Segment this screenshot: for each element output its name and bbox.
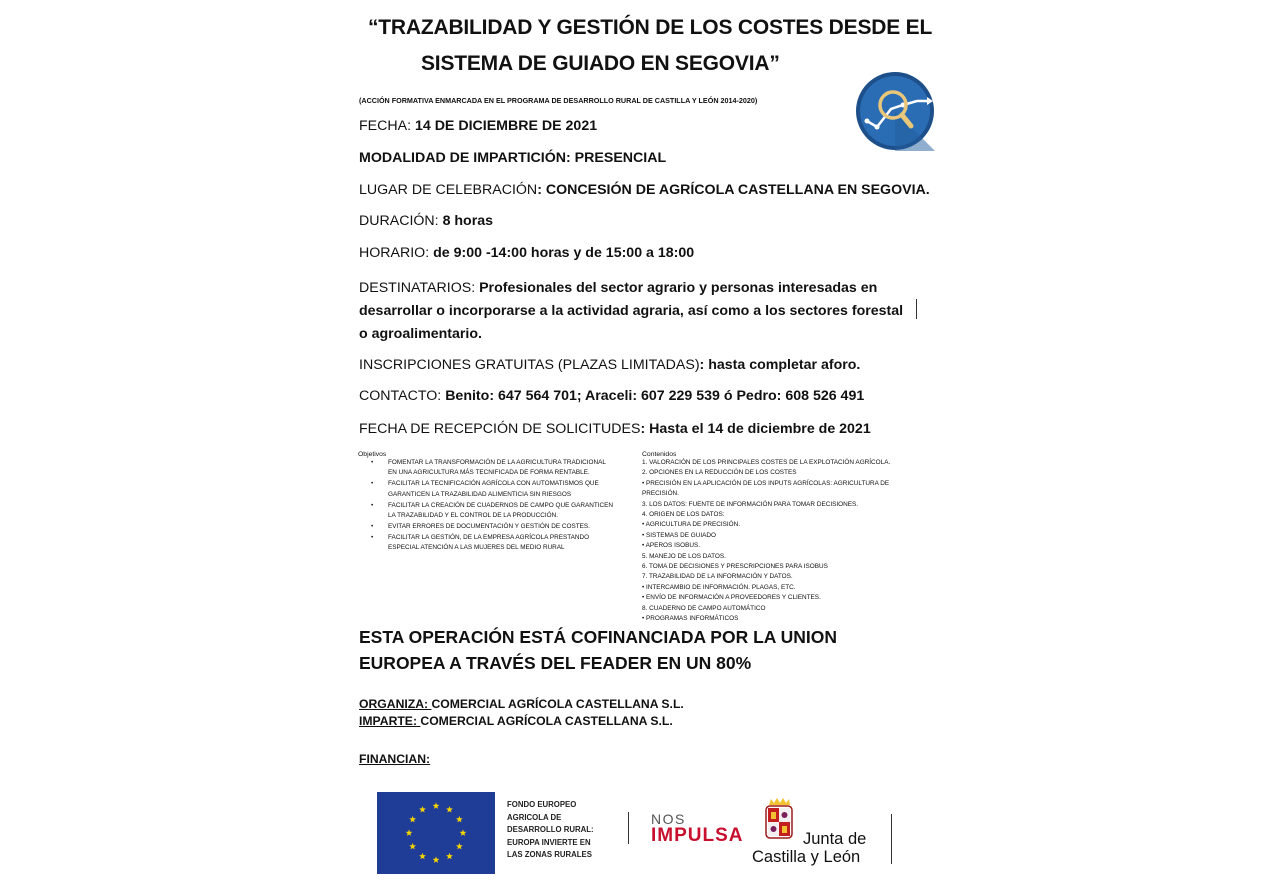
logo-divider-right [891,814,892,864]
bullet-icon: • [371,480,374,488]
organiza-value: COMERCIAL AGRÍCOLA CASTELLANA S.L. [431,697,684,711]
lugar-value: : CONCESIÓN DE AGRÍCOLA CASTELLANA EN SEGOVIA. [537,182,930,198]
financian-heading [359,751,430,768]
duracion-label: DURACIÓN: [359,213,443,229]
contenidos-section [642,451,922,625]
contenido-item: 4. ORIGEN DE LOS DATOS: [642,511,725,519]
recepcion-label: FECHA DE RECEPCIÓN DE SOLICITUDES [359,421,641,437]
cofinanciacion-notice [359,624,837,676]
objetivo-item [358,458,638,479]
fecha-label: FECHA: [359,118,415,134]
destinatarios-line-1: Profesionales del sector agrario y personas interesadas en [479,280,878,296]
modalidad-row [359,150,666,166]
destinatarios-label: DESTINATARIOS: [359,280,480,296]
contenido-item: PRECISIÓN. [642,490,679,498]
feader-line: LAS ZONAS RURALES [507,850,592,859]
contenido-item: • INTERCAMBIO DE INFORMACIÓN. PLAGAS, ETC. [642,583,796,591]
contenido-item: 7. TRAZABILIDAD DE LA INFORMACIÓN Y DATOS. [642,573,793,581]
text-cursor-bar [916,299,917,319]
junta-line-2: Castilla y León [752,848,861,866]
financian-label: FINANCIAN: [359,752,431,766]
objetivo-line: FACILITAR LA CREACIÓN DE CUADERNOS DE CAMPO QUE GARANTICEN [388,501,614,509]
duracion-value: 8 horas [442,213,494,229]
inscripciones-value: : hasta completar aforo. [699,357,861,373]
horario-row [359,245,694,261]
objetivo-line: LA TRAZABILIDAD Y EL CONTROL DE LA PRODUCCIÓN. [388,512,558,520]
contacto-row [359,388,864,404]
feader-line: FONDO EUROPEO [507,800,577,809]
castilla-leon-shield-icon [762,797,796,841]
contenido-item: • SISTEMAS DE GUIADO [642,531,716,539]
contacto-label: CONTACTO: [359,388,446,404]
contenido-item: • PROGRAMAS INFORMÁTICOS [642,615,739,623]
nos-text: NOS [651,811,686,827]
contenido-item: • AGRICULTURA DE PRECISIÓN. [642,521,740,529]
fecha-row [359,118,597,134]
contenido-item: • ENVÍO DE INFORMACIÓN A PROVEEDORES Y CLIENTES. [642,594,821,602]
inscripciones-label: INSCRIPCIONES GRATUITAS (PLAZAS LIMITADAS) [359,357,700,373]
contenido-item: 2. OPCIONES EN LA REDUCCIÓN DE LOS COSTES [642,469,797,477]
lugar-row [359,182,930,198]
contenidos-list [642,458,922,625]
feader-line: AGRICOLA DE [507,812,562,822]
inscripciones-row [359,357,860,373]
contenido-item: • APEROS ISOBUS. [642,542,700,550]
objetivo-line: FACILITAR LA GESTIÓN, DE LA EMPRESA AGRÍCOLA PRESTANDO [388,533,590,541]
imparte-value: COMERCIAL AGRÍCOLA CASTELLANA S.L. [420,714,673,728]
organiza-label: ORGANIZA: [359,697,432,711]
title-line-1: “TRAZABILIDAD Y GESTIÓN DE LOS COSTES DESDE EL [368,16,933,39]
contacto-value: Benito: 647 564 701; Araceli: 607 229 539 ó Pedro: 608 526 491 [445,388,865,404]
objetivos-list [358,458,638,554]
impulsa-logo-text: IMPULSA [651,825,744,846]
contenidos-heading: Contenidos [642,451,677,458]
contenido-item: 6. TOMA DE DECISIONES Y PRESCRIPCIONES PARA ISOBUS [642,563,828,571]
feader-text [507,799,594,862]
logo-divider [628,812,629,844]
fecha-value: 14 DE DICIEMBRE DE 2021 [414,118,598,134]
horario-value: de 9:00 -14:00 horas y de 15:00 a 18:00 [433,245,695,261]
contenido-item: • PRECISIÓN EN LA APLICACIÓN DE LOS INPUTS AGRÍCOLAS: AGRICULTURA DE [642,479,890,487]
bullet-icon: • [371,522,374,530]
destinatarios-block [359,277,903,346]
title-line-2: SISTEMA DE GUIADO EN SEGOVIA” [421,52,780,75]
eu-flag-icon [377,792,495,874]
objetivos-heading: Objetivos [358,451,387,458]
cofinanciacion-line-2: EUROPEA A TRAVÉS DEL FEADER EN UN 80% [359,653,752,673]
bullet-icon: • [371,501,374,509]
objetivo-line: GARANTICEN LA TRAZABILIDAD ALIMENTICIA SIN RIESGOS [388,490,572,498]
objetivo-item [358,533,638,554]
imparte-label: IMPARTE: [359,714,421,728]
feader-line: EUROPA INVIERTE EN [507,837,591,847]
bullet-icon: • [371,533,374,541]
feader-line: DESARROLLO RURAL: [507,825,594,834]
objetivo-item [358,522,638,532]
contenido-item: 5. MANEJO DE LOS DATOS. [642,552,726,560]
duracion-row [359,213,493,229]
organizacion-block [359,696,684,730]
contenido-item: 1. VALORACIÓN DE LOS PRINCIPALES COSTES DE LA EXPLOTACIÓN AGRÍCOLA. [642,459,891,466]
recepcion-value: : Hasta el 14 de diciembre de 2021 [640,421,871,437]
contenido-item: 3. LOS DATOS: FUENTE DE INFORMACIÓN PARA TOMAR DECISIONES. [642,500,859,508]
horario-label: HORARIO: [359,245,434,261]
objetivo-line: FACILITAR LA TECNIFICACIÓN AGRÍCOLA CON AUTOMATISMOS QUE [388,480,599,488]
objetivo-line: ESPECIAL ATENCIÓN A LAS MUJERES DEL MEDIO RURAL [388,544,565,552]
objetivos-section [358,451,638,554]
recepcion-row [359,421,871,437]
objetivo-line: EVITAR ERRORES DE DOCUMENTACIÓN Y GESTIÓN DE COSTES. [388,522,590,530]
objetivo-line: EN UNA AGRICULTURA MÁS TECNIFICADA DE FORMA RENTABLE. [388,469,590,477]
destinatarios-line-2: desarrollar o incorporarse a la actividad agraria, así como a los sectores forestal [359,303,904,319]
contenido-item: 8. CUADERNO DE CAMPO AUTOMÁTICO [642,604,766,612]
bullet-icon: • [371,459,374,466]
objetivo-line: FOMENTAR LA TRANSFORMACIÓN DE LA AGRICULTURA TRADICIONAL [388,459,606,466]
magnifier-chart-icon [855,71,935,151]
destinatarios-line-3: o agroalimentario. [359,326,482,342]
lugar-label: LUGAR DE CELEBRACIÓN [359,182,538,198]
eu-flag-logo [377,792,495,874]
objetivo-item [358,479,638,500]
objetivo-item [358,501,638,522]
cofinanciacion-line-1: ESTA OPERACIÓN ESTÁ COFINANCIADA POR LA UNION [359,627,838,647]
modalidad-text: MODALIDAD DE IMPARTICIÓN: PRESENCIAL [359,150,667,166]
program-note: (ACCIÓN FORMATIVA ENMARCADA EN EL PROGRAMA DE DESARROLLO RURAL DE CASTILLA Y LEÓN 2014-2020) [359,96,758,105]
junta-line-1: Junta de [803,830,867,848]
